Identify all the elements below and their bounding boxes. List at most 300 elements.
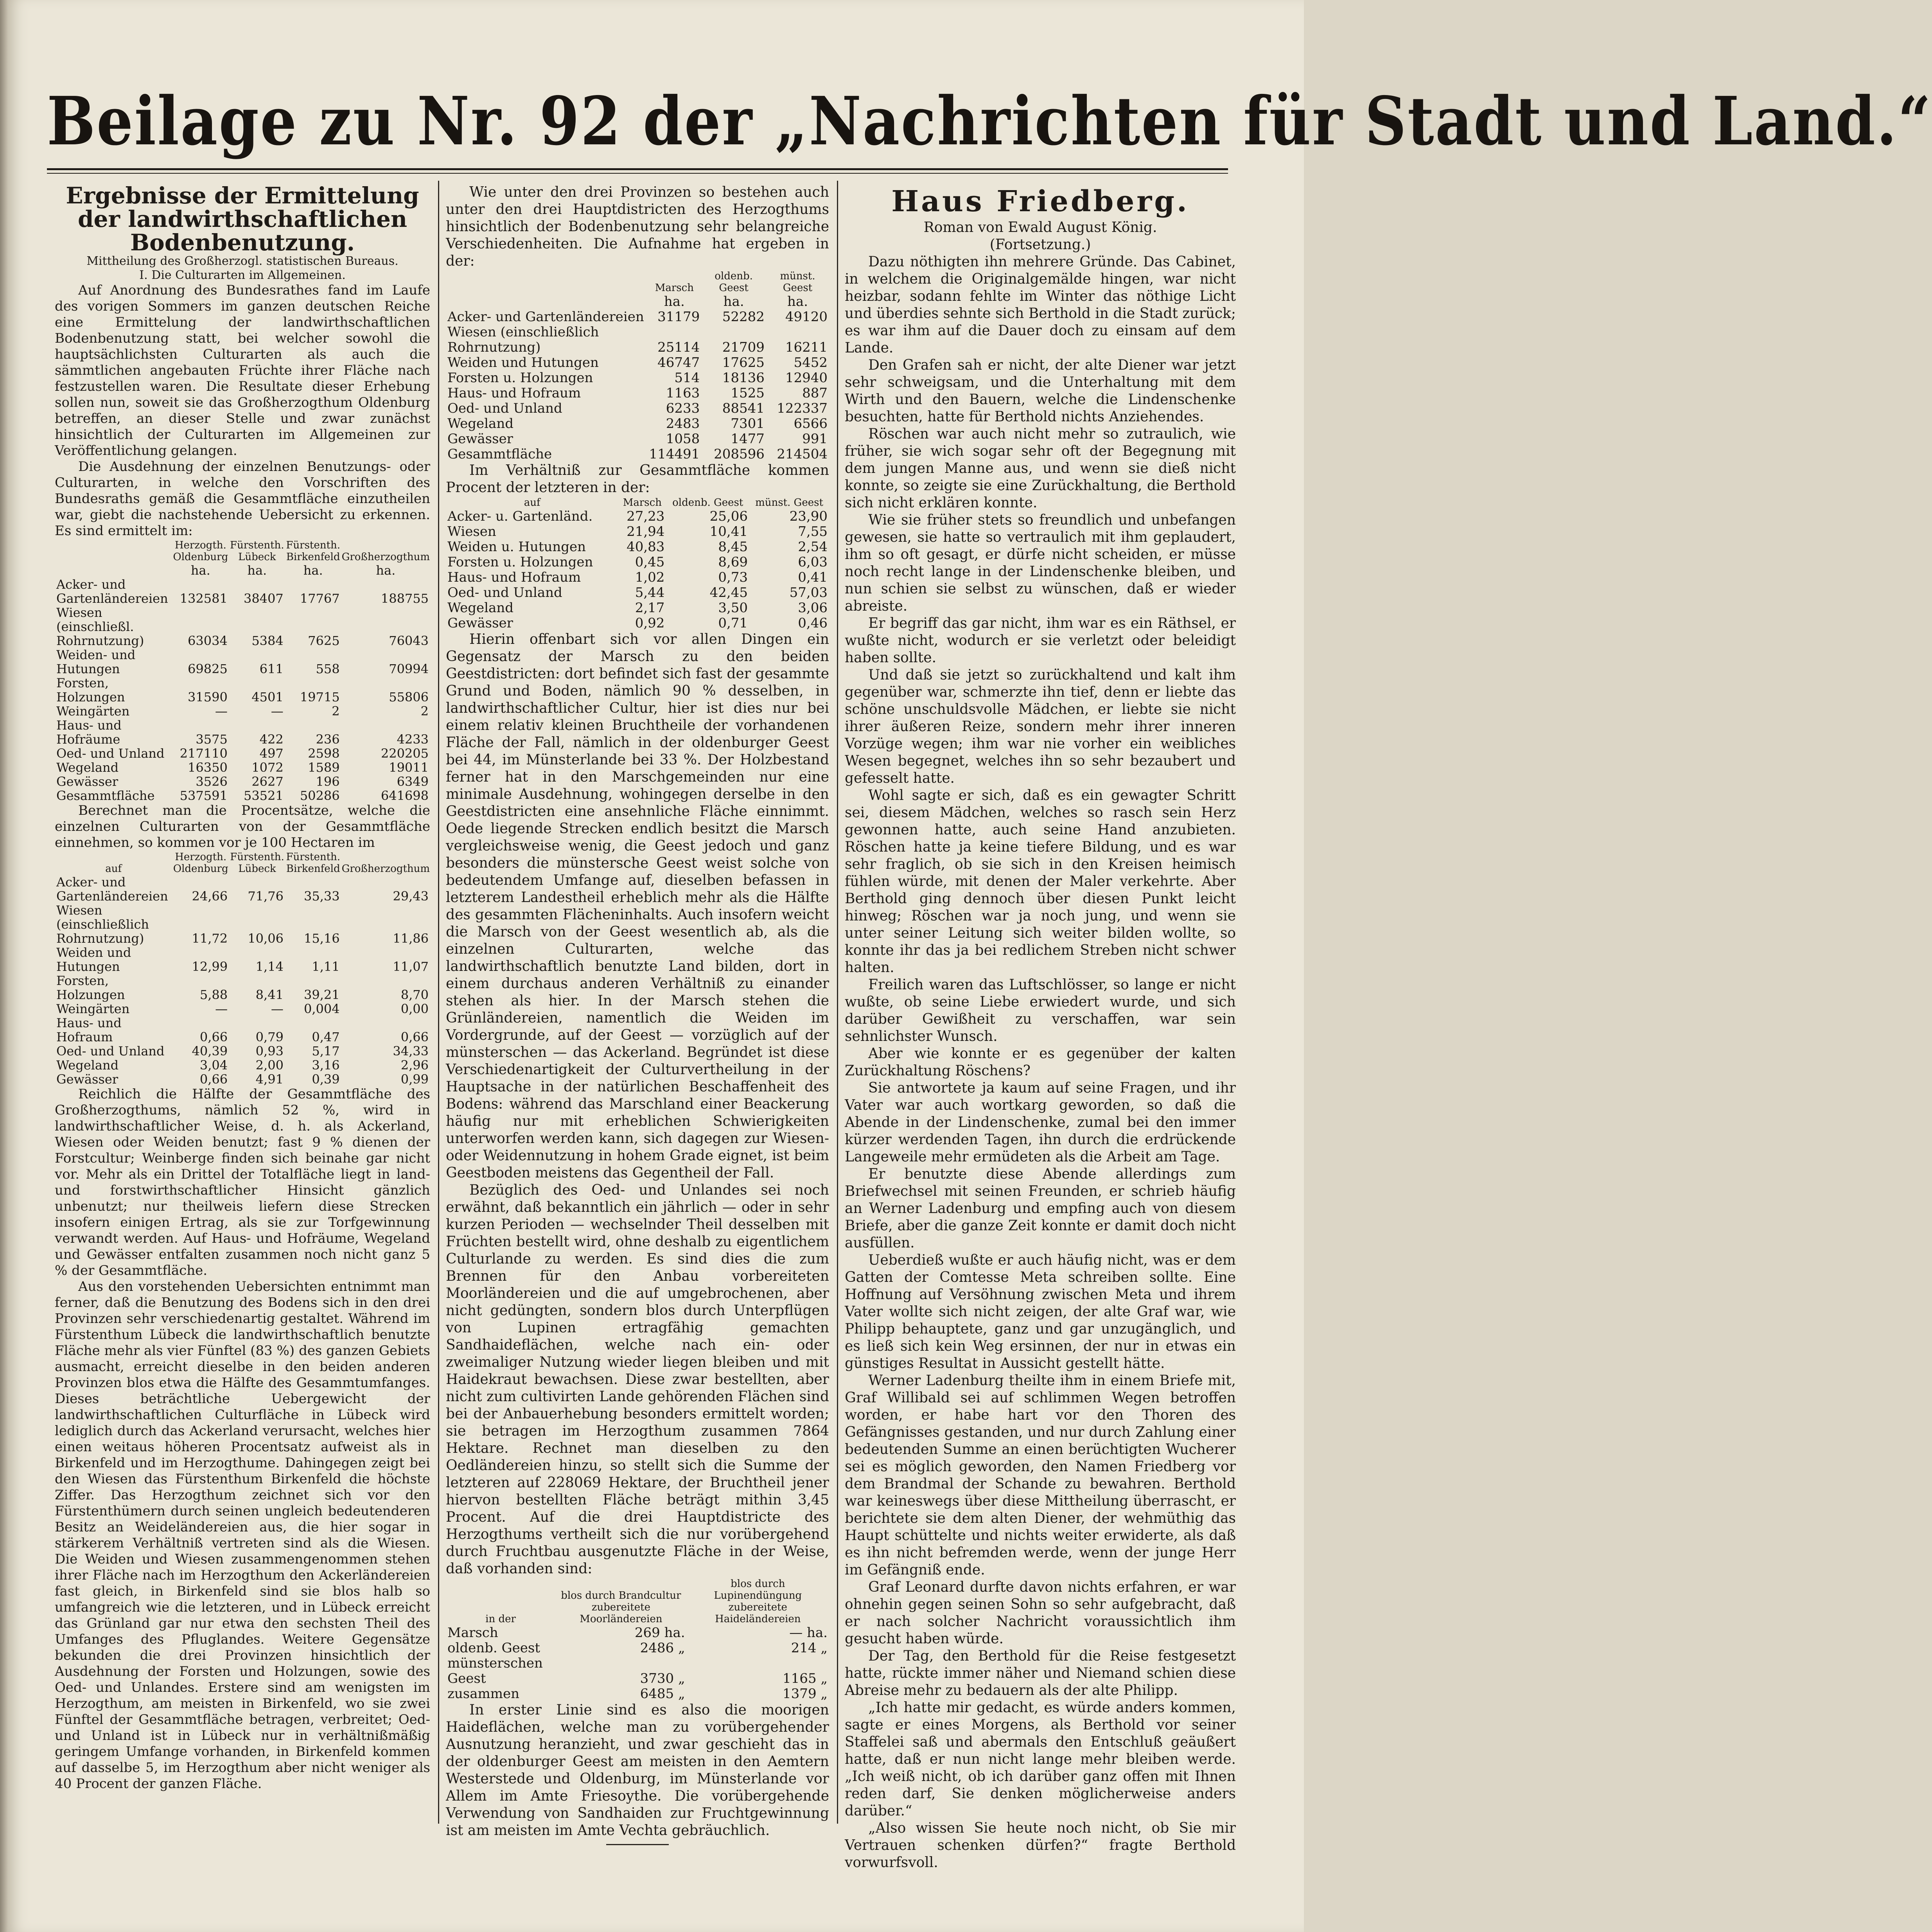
table-cell: 25,06 [709,509,748,524]
table-row-label: Wiesen [447,524,496,539]
table-row [55,704,430,718]
table-row-label: Forsten u. Holzungen [447,554,593,570]
table-cell: 18136 [722,370,765,386]
table-row [446,309,829,325]
table-cell: 5452 [794,355,828,370]
table-cell: 35,33 [303,889,340,904]
table-cell: 2483 [666,416,700,431]
table-row [55,718,430,746]
table-cell: 1379 „ [783,1686,828,1702]
table-header-cell: Herzogth. Oldenburg [173,539,228,563]
table-cell: 6349 [397,774,429,789]
table-cell: 76043 [389,633,429,648]
table-cell: 0,41 [798,570,828,585]
table-cell: 31590 [188,690,228,705]
paragraph: Hierin offenbart sich vor allen Dingen ein Gegensatz der Marsch zu den beiden Geestdistricten: dort befindet sich fast der gesammte Grund und Boden, nämlich 90 % desselben, in landwirthschaftlicher Cultur, hier ist dies nur bei einem relativ kleinen Bruchtheile der vorhandenen Fläche der Fall, nämlich in der oldenburger Geest bei 44, im Münsterlande bei 33 %. Der Holzbestand ferner hat in den Marschgemeinden nur eine minimale Ausdehnung, wohingegen derselbe in den Geestdistricten eine ansehnliche Fläche einnimmt. Oede liegende Strecken endlich besitzt die Marsch vergleichsweise wenig, die Geest jedoch und ganz besonders die münstersche Geest weist solche von bedeutendem Umfange auf, dieselben befassen in letzterem Landestheil erheblich mehr als die Hälfte des gesammten Flächeninhalts. Auch insofern weicht die Marsch von der Geest wesentlich ab, als die einzelnen Culturarten, welche das landwirthschaftlich benutzte Land bilden, dort in einem durchaus anderen Verhältniß zu einander stehen als hier. In der Marsch stehen die Grünländereien, namentlich die Weiden im Vordergrunde, auf der Geest — vorzüglich auf der münsterschen — das Ackerland. Begründet ist diese Verschiedenartigkeit der Culturvertheilung in der Hauptsache in der natürlichen Beschaffenheit des Bodens: während das Marschland einer Beackerung häufig nur mit erheblichen Schwierigkeiten unterworfen werden kann, sich dagegen zur Wiesen- oder Weidennutzung in hohem Grade eignet, ist beim Geestboden meistens das Gegentheil der Fall. [446,631,829,1181]
table-row [55,676,430,704]
masthead-rule-thin [47,173,1228,174]
table-cell: 214504 [777,446,828,462]
column-divider-1 [438,181,439,1824]
table-cell: 6,03 [798,554,828,570]
table-row-label: Gewässer [56,1072,119,1087]
table-header-cell: Fürstenth. Birkenfeld [286,539,340,563]
table-row [55,1044,430,1058]
table-row [55,945,430,974]
table-temporary-cultivation [446,1578,829,1702]
paragraph: Er begriff das gar nicht, ihm war es ein Räthsel, er wußte nicht, wodurch er sie verletzt oder beleidigt haben sollte. [845,615,1236,666]
table-row-label: Haus- und Hofraum [56,1015,122,1044]
table-cell: 69825 [188,661,228,676]
table-row [446,355,829,370]
table-cell: 2627 [251,774,284,789]
table-cell: 2486 „ [640,1640,685,1656]
masthead-rule [47,168,1228,170]
table-row [446,447,829,462]
table-row [55,1072,430,1086]
paragraph: In erster Linie sind es also die moorigen Haideflächen, welche man zu vorübergehender Ausnutzung heranzieht, und zwar geschieht das in der oldenburger Geest am meisten in den Aemtern Westerstede und Oldenburg, im Münsterlande vor Allem im Amte Friesoythe. Die vorübergehende Verwendung von Sandhaiden zur Fruchtgewinnung ist am meisten im Amte Vechta gebräuchlich. [446,1702,829,1839]
table-cell: 71,76 [248,889,284,904]
table-header-cell: blos durch Brandcultur zubereitete Moorländereien [561,1590,681,1625]
table-header-cell: Großherzogthum [341,551,430,563]
table-header-cell: Fürstenth. Lübeck [230,539,284,563]
table-unit-cell: ha. [787,294,808,309]
table-cell: 217110 [180,746,228,761]
table-cell: 269 ha. [634,1625,685,1641]
table-cell: 21,94 [627,524,665,539]
table-row-label: Oed- und Unland [447,585,562,600]
table-cell: 558 [316,661,340,676]
table-cell: 12,99 [192,959,228,974]
table-row-label: Marsch [447,1625,498,1641]
table-unit-cell [446,294,647,309]
table-cell: 0,93 [255,1044,284,1059]
table-cell: 3,16 [312,1058,340,1073]
table-cell: 53521 [243,788,284,803]
table-cell: 5,44 [635,585,665,600]
table-header-cell [55,539,172,563]
table-row-label: Wegeland [56,760,119,775]
table-row [446,1625,829,1641]
table-cell: 49120 [785,309,828,325]
table-row-label: Acker- und Gartenländereien [56,875,168,904]
table-cell: 188755 [381,591,429,606]
table-header-row [446,496,829,509]
table-header-cell: oldenb. Geest [715,270,753,294]
table-cell: 537591 [180,788,228,803]
table-cell: 208596 [714,446,765,462]
table-cell: 1058 [666,431,700,447]
table-row-label: Wegeland [56,1058,119,1073]
table-row [55,746,430,760]
table-cell: 16350 [188,760,228,775]
table-header-row [446,1578,829,1625]
paragraph: Der Tag, den Berthold für die Reise festgesetzt hatte, rückte immer näher und Niemand schien diese Abreise mehr zu bedauern als der alte Philipp. [845,1648,1236,1698]
table-header-row [446,270,829,294]
table-row-label: Weiden und Hutungen [56,945,131,974]
table-row-label: Haus- und Hofraum [447,570,581,585]
table-cell: 2,96 [400,1058,429,1073]
paragraph: Sie antwortete ja kaum auf seine Fragen, und ihr Vater war auch wortkarg geworden, so daß die Abende in der Lindenschenke, zumal bei den immer kürzer werdenden Tagen, ihn durch die erdrückende Langeweile mehr ermüdeten als die Arbeit am Tage. [845,1080,1236,1165]
table-cell: 23,90 [789,509,828,524]
table-row-label: Haus- und Hofräume [56,718,122,747]
table-row-label: Forsten, Holzungen [56,973,125,1002]
table-header-row [55,539,430,563]
table-unit-cell: ha. [723,294,744,309]
table-row-label: Forsten, Holzungen [56,676,125,705]
table-cell: 8,41 [255,987,284,1002]
table-cell: 0,46 [798,615,828,631]
table-cell: 1,11 [312,959,340,974]
table-cell: — [271,704,284,719]
table-unit-cell: ha. [376,563,396,578]
table-cell: 29,43 [393,889,429,904]
table-row [446,616,829,631]
table-header-cell: münst. Geest [755,497,823,509]
table-cell: 2 [420,704,429,719]
table-cell: 0,71 [718,615,748,631]
table-cell: 39,21 [303,987,340,1002]
table-unit-cell: ha. [664,294,685,309]
table-row [55,1016,430,1044]
table-cell: 21709 [722,340,765,355]
paragraph: Werner Ladenburg theilte ihm in einem Briefe mit, Graf Willibald sei auf schlimmen Wegen betroffen worden, er habe hart vor den Thoren des Gefängnisses gestanden, und nur durch Zahlung einer bedeutenden Summe an einen berüchtigten Wucherer sei es möglich geworden, den Namen Friedberg vor dem Brandmal der Schande zu bewahren. Berthold war keineswegs über diese Mittheilung überrascht, er berichtete sie dem alten Diener, der wehmüthig das Haupt schüttelte und nichts weiter erwiderte, als daß es ihn nicht befremden werde, wenn der junge Herr im Gefängniß ende. [845,1373,1236,1578]
table-cell: 52282 [722,309,765,325]
table-cell: 24,66 [192,889,228,904]
column-middle [446,184,829,1878]
novel-body [845,253,1236,1871]
table-row [446,570,829,585]
table-cell: 0,73 [718,570,748,585]
table-row-label: Weiden und Hutungen [447,355,599,370]
table-cell: 0,004 [303,1001,340,1016]
table-cell: 17767 [300,591,340,606]
table-unit-row [55,563,430,577]
table-row-label: Wiesen (einschließl. Rohrnutzung) [56,605,144,648]
table-header-cell: auf [105,863,122,875]
table-header-cell: in der [485,1613,516,1625]
novel-title: Haus Friedberg. [891,185,1189,218]
paragraph: „Ich hatte mir gedacht, es würde anders kommen, sagte er eines Morgens, als Berthold vor seiner Staffelei saß und abermals den Entschluß geäußert hatte, daß er nun nicht lange mehr bleiben werde. „Ich weiß nicht, ob ich darüber ganz offen mit Ihnen reden darf, Sie denken möglicherweise anders darüber.“ [845,1700,1236,1819]
table-header-cell: blos durch Lupinendüngung zubereitete Haideländereien [714,1578,802,1625]
table-row [446,416,829,431]
table-row-label: Wegeland [447,600,514,616]
table-cell: 514 [674,370,700,386]
table-cell: 8,45 [718,539,748,555]
table-row [446,539,829,555]
column-left [55,184,430,1878]
paragraph: Auf Anordnung des Bundesrathes fand im Laufe des vorigen Sommers im ganzen deutschen Reiche eine Ermittelung der landwirthschaftlichen Bodenbenutzung statt, bei welcher sowohl die hauptsächlichsten Culturarten als auch die sämmtlichen angebauten Früchte ihrer Fläche nach festzustellen waren. Die Resultate dieser Erhebung sollen nun, soweit sie das Großherzogthum Oldenburg betreffen, an dieser Stelle und zwar zunächst hinsichtlich der Culturarten im Allgemeinen zur Veröffentlichung gelangen. [55,282,430,458]
table-cell: 40,83 [627,539,665,555]
table-cell: 1,14 [255,959,284,974]
table-cell: 38407 [243,591,284,606]
table-header-cell: Herzogth. Oldenburg [173,851,228,875]
table-cell: 55806 [389,690,429,705]
table-row-label: Weingärten [56,1001,130,1016]
table-row [446,555,829,570]
table-row [55,789,430,803]
table-cell: 196 [316,774,340,789]
table-cell: 8,69 [718,554,748,570]
table-cell: 0,66 [199,1030,228,1044]
table-row-label: Oed- und Unland [56,746,165,761]
table-cell: — [215,1001,228,1016]
table-cell: 25114 [657,340,700,355]
table-cell: 6485 „ [640,1686,685,1702]
table-row-label: münsterschen Geest [447,1655,543,1686]
paragraph: Wohl sagte er sich, daß es ein gewagter Schritt sei, diesem Mädchen, welches so rasch sein Herz gewonnen hatte, auch seine Hand anzubieten. Röschen hatte ja keine tiefere Bildung, und es war sehr fraglich, ob sie sich in den Kreisen heimisch fühlen würde, mit denen der Maler verkehrte. Aber Berthold ging dennoch über diesen Punkt leicht hinweg; Röschen war ja noch jung, und wenn sie unter seiner Leitung sich weiter bilden wollte, so konnte ihr das ja bei redlichem Streben nicht schwer halten. [845,787,1236,976]
table-cell: 6233 [666,401,700,416]
table-header-cell: Fürstenth. Lübeck [230,851,284,875]
paragraph: Aber wie konnte er es gegenüber der kalten Zurückhaltung Röschens? [845,1046,1236,1079]
novel-continuation: (Fortsetzung.) [989,237,1091,253]
table-cell: 16211 [785,340,828,355]
table-row-label: Haus- und Hofraum [447,385,581,401]
paragraph: Dazu nöthigten ihn mehrere Gründe. Das Cabinet, in welchem die Originalgemälde hingen, war nicht heizbar, sodann fehlte im Winter das nöthige Licht und überdies sehnte sich Berthold in die Stadt zurück; es war ihm auf die Dauer doch zu einsam auf dem Lande. [845,254,1236,356]
table-row-label: Weiden- und Hutungen [56,647,136,676]
table-unit-row [446,294,829,309]
table-cell: 3730 „ [640,1671,685,1686]
paragraph: Den Grafen sah er nicht, der alte Diener war jetzt sehr schweigsam, und die Unterhaltung mit dem Wirth und den Bauern, welche die Lindenschenke besuchten, hatte für Berthold nichts Anziehendes. [845,357,1236,425]
table-cell: 497 [259,746,284,761]
table-row-label: Gesammtfläche [447,446,552,462]
table-cell: 641698 [381,788,429,803]
table-cell: 40,39 [192,1044,228,1059]
table-cell: 7,55 [798,524,828,539]
table-cell: 0,79 [255,1030,284,1044]
table-row [446,509,829,524]
table-cell: 1525 [731,385,765,401]
table-header-cell: oldenb. Geest [672,497,743,509]
paragraph: Bezüglich des Oed- und Unlandes sei noch erwähnt, daß bekanntlich ein jährlich — oder in sehr kurzen Perioden — wechselnder Theil desselben mit Früchten bestellt wird, ohne deshalb zu eigentlichem Culturlande zu werden. Es sind dies die zum Brennen für den Anbau vorbereiteten Moorländereien und die auf umgebrochenen, aber nicht gedüngten, sondern blos durch Unterpflügen von Lupinen ertragfähig gemachten Sandhaideflächen, welche nach ein- oder zweimaliger Nutzung wieder liegen bleiben und mit Haidekraut bewachsen. Diese zwar bestellten, aber nicht zum cultivirten Lande gehörenden Flächen sind bei der Anbauerhebung besonders ermittelt worden; sie betragen im Herzogthum zusammen 7864 Hektare. Rechnet man dieselben zu den Oedländereien hinzu, so stellt sich die Summe der letzteren auf 228069 Hektare, der Bruchtheil jener hiervon bestellten Fläche beträgt mithin 3,45 Procent. Auf die drei Hauptdistricte des Herzogthums vertheilt sich die nur vorübergehend durch Fruchtbau ausgenutzte Fläche in der Weise, daß vorhanden sind: [446,1182,829,1577]
paragraph: Wie unter den drei Provinzen so bestehen auch unter den drei Hauptdistricten des Herzogthums hinsichtlich der Bodenbenutzung sehr belangreiche Verschiedenheiten. Die Aufnahme hat ergeben in der: [446,184,829,269]
table-cell: 50286 [300,788,340,803]
table-cell: 4233 [397,732,429,747]
table-cell: 57,03 [789,585,828,600]
table-cell: 3,06 [798,600,828,616]
table-row-label: Weiden u. Hutungen [447,539,586,555]
table-row-label: Acker- und Gartenländereien [447,309,644,325]
table-cell: 7301 [731,416,765,431]
table-unit-cell: ha. [303,563,323,578]
table-cell: 88541 [722,401,765,416]
table-cell: 19011 [389,760,429,775]
paragraph: Ueberdieß wußte er auch häufig nicht, was er dem Gatten der Comtesse Meta schreiben sollte. Eine Hoffnung auf Versöhnung zwischen Meta und ihrem Vater wollte sich nicht zeigen, der alte Graf war, wie Philipp behauptete, ganz und gar unzugänglich, und es ließ sich kein Weg ersinnen, der nur in etwas ein günstiges Resultat in Aussicht gestellt hätte. [845,1252,1236,1371]
table-header-row [55,851,430,875]
table-cell: 1072 [251,760,284,775]
table-culturarten-percent [55,851,430,1086]
table-row [446,401,829,416]
table-cell: 15,16 [303,931,340,946]
table-row-label: Acker- u. Gartenländ. [447,509,593,524]
table-row-label: Wegeland [447,416,514,431]
table-row [55,606,430,648]
table-cell: 5384 [251,633,284,648]
table-row-label: Oed- und Unland [447,401,562,416]
table-cell: 220205 [381,746,429,761]
section-heading: I. Die Culturarten im Allgemeinen. [139,268,346,282]
paragraph: Und daß sie jetzt so zurückhaltend und kalt ihm gegenüber war, schmerzte ihn tief, denn er liebte das schöne unschuldsvolle Mädchen, er liebte sie nicht ihrer äußeren Reize, sondern mehr ihrer inneren Vorzüge wegen; ihm war nie vorher ein weibliches Wesen begegnet, welches ihn so sehr bezaubert und gefesselt hatte. [845,667,1236,786]
paragraph: „Also wissen Sie heute noch nicht, ob Sie mir Vertrauen schenken dürfen?“ fragte Berthold vorwurfsvoll. [845,1820,1236,1871]
table-row [446,524,829,539]
table-row-label: Weingärten [56,704,130,719]
table-cell: 1,02 [635,570,665,585]
table-cell: 0,92 [635,615,665,631]
table-cell: 1165 „ [783,1671,828,1686]
table-header-cell: Fürstenth. Birkenfeld [286,851,341,875]
paragraph: Röschen war auch nicht mehr so zutraulich, wie früher, sie wich sogar sehr oft der Begegnung mit dem jungen Manne aus, und wenn sie dieß nicht konnte, so zeigte sie eine Zurückhaltung, die Berthold sich nicht erklären konnte. [845,426,1236,511]
table-row [55,1002,430,1016]
table-row [446,386,829,401]
end-rule [606,1844,669,1845]
table-cell: — ha. [789,1625,828,1641]
table-cell: 17625 [722,355,765,370]
table-cell: 114491 [649,446,700,462]
table-cell: 1163 [666,385,700,401]
table-cell: 5,88 [199,987,228,1002]
table-cell: 42,45 [709,585,748,600]
table-cell: 5,17 [312,1044,340,1059]
paragraph: Berechnet man die Procentsätze, welche die einzelnen Culturarten von der Gesammtfläche einnehmen, so kommen vor je 100 Hectaren im [55,803,430,850]
table-row [55,1058,430,1072]
table-cell: 19715 [300,690,340,705]
table-row [55,760,430,775]
table-row [446,1656,829,1686]
table-cell: 3526 [196,774,228,789]
table-header-cell: Marsch [623,497,662,509]
table-cell: 2,54 [798,539,828,555]
table-cell: 11,72 [192,931,228,946]
table-unit-cell [55,563,172,577]
table-row [55,875,430,903]
table-row-label: Wiesen (einschließlich Rohrnutzung) [447,324,599,355]
table-cell: 11,86 [393,931,429,946]
table-row [446,325,829,355]
table-cell: 27,23 [627,509,665,524]
table-cell: 3575 [196,732,228,747]
table-cell: 8,70 [400,987,429,1002]
table-row [55,775,430,789]
article-title-bodenbenutzung: Ergebnisse der Ermittelung der landwirthschaftlichen Bodenbenutzung. [66,182,419,256]
table-cell: 7625 [308,633,340,648]
paragraph: Er benutzte diese Abende allerdings zum Briefwechsel mit seinen Freunden, er schrieb häufig an Werner Ladenburg und empfing auch von diesem Briefe, aber die ganze Zeit konnte er damit doch nicht ausfüllen. [845,1166,1236,1251]
table-cell: 12940 [785,370,828,386]
table-row [55,648,430,676]
table-cell: 4501 [251,690,284,705]
paragraph: Freilich waren das Luftschlösser, so lange er nicht wußte, ob seine Liebe erwiedert wurde, und sich darüber Gewißheit zu verschaffen, war sein sehnlichster Wunsch. [845,977,1236,1044]
table-cell: 3,04 [199,1058,228,1073]
table-row-label: Acker- und Gartenländereien [56,577,168,606]
table-cell: 4,91 [255,1072,284,1087]
table-cell: 991 [802,431,828,447]
table-cell: 1589 [308,760,340,775]
table-cell: 0,47 [312,1030,340,1044]
table-cell: 2,00 [255,1058,284,1073]
table-row-label: zusammen [447,1686,520,1702]
table-unit-cell: ha. [247,563,267,578]
table-cell: 0,00 [400,1001,429,1016]
paragraph: Aus den vorstehenden Uebersichten entnimmt man ferner, daß die Benutzung des Bodens sich in den drei Provinzen sehr verschiedenartig gestaltet. Während im Fürstenthum Lübeck die landwirthschaftlich benutzte Fläche mehr als vier Fünftel (83 %) des ganzen Gebiets ausmacht, erreicht dieselbe in den beiden anderen Provinzen blos etwa die Hälfte des Gesammtumfanges. Dieses beträchtliche Uebergewicht der landwirthschaftlichen Culturfläche in Lübeck wird lediglich durch das Ackerland verursacht, welches hier einen weitaus höheren Procentsatz aufweist als in Birkenfeld und im Herzogthume. Dahingegen zeigt bei den Wiesen das Fürstenthum Birkenfeld die höchste Ziffer. Das Herzogthum zeichnet sich vor den Fürstenthümern durch seinen ungleich bedeutenderen Besitz an Weideländereien aus, die hier sogar in stärkerem Verhältniß vertreten sind als die Wiesen. Die Weiden und Wiesen zusammengenommen stehen ihrer Fläche nach im Herzogthum den Ackerländereien fast gleich, in Birkenfeld sind sie blos halb so umfangreich wie die letzteren, und in Lübeck erreicht das Grünland gar nur etwa den sechsten Theil des Umfanges des Pfluglandes. Weitere Gegensätze bekunden die drei Provinzen hinsichtlich der Ausdehnung der Forsten und Holzungen, sowie des Oed- und Unlandes. Erstere sind am wenigsten im Herzogthum, am meisten in Birkenfeld, wo sie zwei Fünftel der Gesammtfläche betragen, verbreitet; Oed- und Unland ist in Lübeck nur in verhältnißmäßig geringem Umfange vorhanden, in Birkenfeld kommen auf dasselbe 5, im Herzogthum aber nicht weniger als 40 Procent der ganzen Fläche. [55,1279,430,1792]
paragraph: Graf Leonard durfte davon nichts erfahren, er war ohnehin gegen seinen Sohn so sehr aufgebracht, daß er nach solcher Nachricht voraussichtlich ihm gesucht haben würde. [845,1579,1236,1647]
table-cell: 214 „ [791,1640,828,1656]
table-cell: 0,45 [635,554,665,570]
table-cell: 611 [259,661,284,676]
table-cell: 1477 [731,431,765,447]
table-cell: 10,06 [248,931,284,946]
table-header-cell: münst. Geest [780,270,815,294]
table-cell: 0,66 [199,1072,228,1087]
table-cell: 10,41 [709,524,748,539]
table-cell: 2 [332,704,340,719]
table-cell: — [215,704,228,719]
table-row-label: Gewässer [56,774,119,789]
table-cell: 122337 [777,401,828,416]
table-row-label: Wiesen (einschließlich Rohrnutzung) [56,903,149,946]
table-cell: 2598 [308,746,340,761]
column-divider-2 [837,181,838,1824]
table-districts-percent [446,496,829,631]
table-row-label: Gesammtfläche [56,788,155,803]
table-header-cell: Marsch [655,282,694,294]
table-cell: 0,66 [400,1030,429,1044]
paragraph: Wie sie früher stets so freundlich und unbefangen gewesen, sie hatte so vertraulich mit ihm geplaudert, ihm so oft gesagt, er dürfe nicht scheiden, er müsse noch recht lange in der Lindenschenke bleiben, und nun schien sie selbst zu wünschen, daß er wieder abreiste. [845,512,1236,614]
table-row [446,600,829,616]
table-row-label: oldenb. Geest [447,1640,540,1656]
table-cell: 3,50 [718,600,748,616]
paragraph: Reichlich die Hälfte der Gesammtfläche des Großherzogthums, nämlich 52 %, wird in landwirthschaftlicher Weise, d. h. als Ackerland, Wiesen oder Weiden benutzt; fast 9 % dienen der Forstcultur; Weinberge finden sich beinahe gar nicht vor. Mehr als ein Drittel der Totalfläche liegt in land- und forstwirthschaftlicher Hinsicht gänzlich unbenutzt; nur theilweis liefern diese Strecken insofern einigen Ertrag, als sie zur Torfgewinnung verwandt werden. Auf Haus- und Hofräume, Wegeland und Gewässer entfalten zusammen noch nicht ganz 5 % der Gesammtfläche. [55,1086,430,1278]
table-header-cell [446,270,647,294]
table-header-cell: auf [524,497,540,509]
table-cell: 0,99 [400,1072,429,1087]
table-unit-cell: ha. [190,563,210,578]
table-cell: 6566 [794,416,828,431]
table-row [55,903,430,945]
table-row [446,370,829,386]
table-cell: 236 [316,732,340,747]
table-cell: 34,33 [393,1044,429,1059]
table-cell: 2,17 [635,600,665,616]
table-cell: 0,39 [312,1072,340,1087]
table-row-label: Oed- und Unland [56,1044,165,1059]
paragraph: Im Verhältniß zur Gesammtfläche kommen Procent der letzteren in der: [446,462,829,496]
table-row [446,1641,829,1656]
table-cell: 132581 [180,591,228,606]
table-row [55,577,430,606]
table-header-cell: Großherzogthum [341,863,430,875]
table-cell: 887 [802,385,828,401]
novel-author: Roman von Ewald August König. [923,219,1157,235]
table-row-label: Gewässer [447,431,513,447]
table-cell: 63034 [188,633,228,648]
paragraph: Die Ausdehnung der einzelnen Benutzungs- oder Culturarten, in welche den Vorschriften des Bundesraths gemäß die Gesammtfläche einzutheilen war, giebt die nachstehende Uebersicht zu erkennen. Es sind ermittelt im: [55,459,430,539]
table-cell: 422 [259,732,284,747]
table-cell: — [271,1001,284,1016]
table-row [55,974,430,1002]
article-source: Mittheilung des Großherzogl. statistischen Bureaus. [86,254,399,268]
column-right [845,184,1236,1878]
table-cell: 31179 [657,309,700,325]
table-cell: 11,07 [393,959,429,974]
table-districts-hectare [446,270,829,462]
table-row [446,431,829,447]
masthead-title: Beilage zu Nr. 92 der „Nachrichten für Stadt und Land.“ [47,82,1932,160]
table-cell: 46747 [657,355,700,370]
table-row [446,585,829,600]
table-cell: 70994 [389,661,429,676]
table-row-label: Gewässer [447,615,513,631]
table-row-label: Forsten u. Holzungen [447,370,593,386]
table-culturarten-hectare [55,539,430,803]
table-row [446,1686,829,1702]
